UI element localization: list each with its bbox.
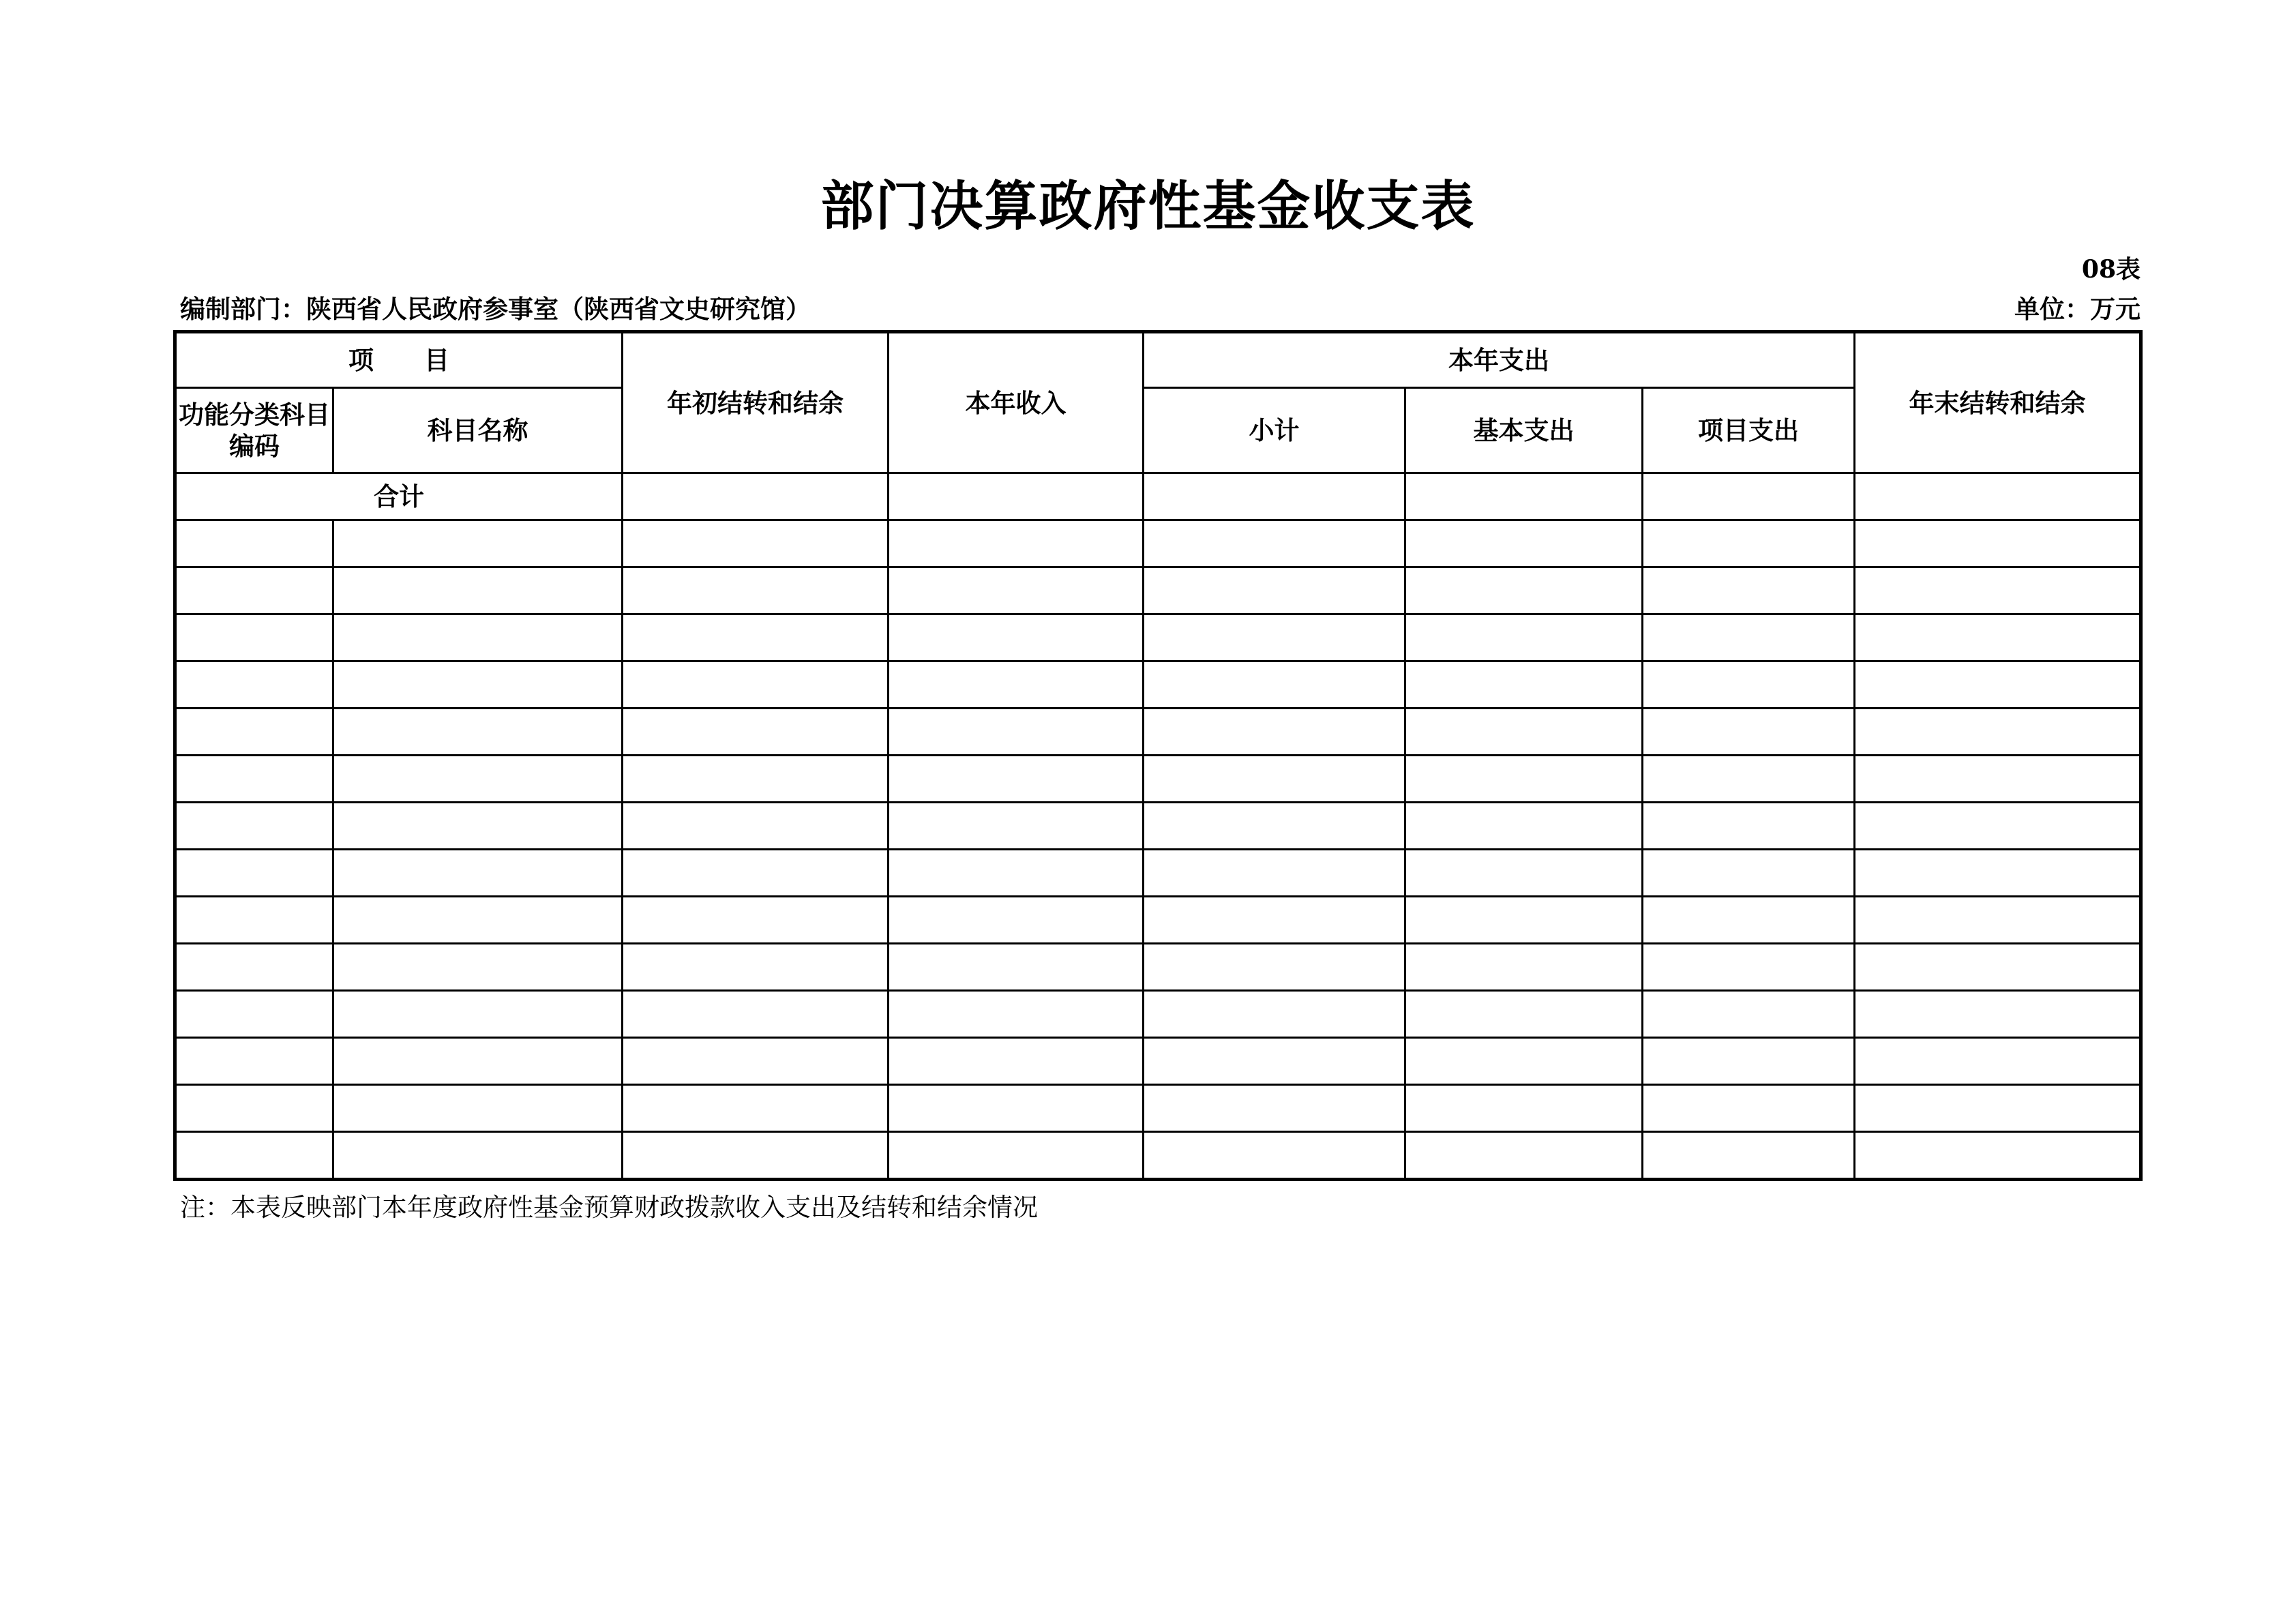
table-cell	[175, 756, 333, 803]
table-cell	[889, 1132, 1144, 1180]
table-cell	[175, 520, 333, 567]
table-cell	[1405, 520, 1643, 567]
table-cell	[333, 897, 623, 944]
table-cell	[333, 1085, 623, 1132]
header-income: 本年收入	[889, 332, 1144, 473]
header-expense: 本年支出	[1144, 332, 1855, 388]
table-row	[175, 1038, 2141, 1085]
table-cell	[1405, 850, 1643, 897]
table-cell	[1855, 803, 2141, 850]
table-cell	[1144, 614, 1405, 661]
table-row	[175, 756, 2141, 803]
table-cell	[1144, 850, 1405, 897]
header-item: 项 目	[175, 332, 623, 388]
table-cell	[333, 944, 623, 991]
header-end-balance: 年末结转和结余	[1855, 332, 2141, 473]
table-cell	[889, 661, 1144, 709]
table-cell	[175, 1132, 333, 1180]
footnote: 注：本表反映部门本年度政府性基金预算财政拨款收入支出及结转和结余情况	[180, 1193, 1038, 1222]
table-cell	[1643, 520, 1855, 567]
table-cell	[623, 567, 889, 614]
table-cell	[175, 850, 333, 897]
table-cell	[1643, 991, 1855, 1038]
table-cell	[1643, 756, 1855, 803]
table-cell	[1144, 944, 1405, 991]
table-cell	[889, 991, 1144, 1038]
table-cell	[333, 1038, 623, 1085]
table-cell	[889, 567, 1144, 614]
table-cell	[333, 803, 623, 850]
table-cell	[623, 1038, 889, 1085]
table-cell	[623, 803, 889, 850]
table-cell	[1405, 897, 1643, 944]
table-cell	[1144, 567, 1405, 614]
table-cell	[175, 897, 333, 944]
table-cell	[333, 709, 623, 756]
header-name: 科目名称	[333, 388, 623, 473]
table-cell	[889, 944, 1144, 991]
table-cell	[175, 1085, 333, 1132]
table-cell	[889, 709, 1144, 756]
table-cell	[889, 756, 1144, 803]
table-cell	[333, 661, 623, 709]
table-cell	[1144, 1132, 1405, 1180]
total-row	[175, 473, 2141, 520]
table-cell	[1144, 520, 1405, 567]
table-cell	[889, 1038, 1144, 1085]
table-cell	[333, 614, 623, 661]
total-cell	[1855, 473, 2141, 520]
table-cell	[175, 661, 333, 709]
table-row	[175, 520, 2141, 567]
table-row	[175, 567, 2141, 614]
table-cell	[175, 567, 333, 614]
department-label: 编制部门：陕西省人民政府参事室（陕西省文史研究馆）	[180, 294, 811, 324]
table-cell	[1855, 991, 2141, 1038]
table-cell	[333, 520, 623, 567]
table-cell	[1405, 944, 1643, 991]
table-cell	[1855, 614, 2141, 661]
table-cell	[1855, 520, 2141, 567]
table-cell	[623, 661, 889, 709]
table-cell	[1643, 567, 1855, 614]
table-cell	[1855, 944, 2141, 991]
table-cell	[1643, 897, 1855, 944]
total-cell	[889, 473, 1144, 520]
table-cell	[623, 944, 889, 991]
header-project: 项目支出	[1643, 388, 1855, 473]
total-cell	[1405, 473, 1643, 520]
table-cell	[1643, 1085, 1855, 1132]
table-cell	[1405, 614, 1643, 661]
form-number: 08表	[2081, 255, 2141, 284]
table-row	[175, 661, 2141, 709]
table-cell	[175, 944, 333, 991]
table-cell	[1144, 1038, 1405, 1085]
table-cell	[1405, 567, 1643, 614]
table-cell	[1855, 661, 2141, 709]
table-cell	[1405, 1132, 1643, 1180]
table-cell	[333, 1132, 623, 1180]
table-cell	[1855, 756, 2141, 803]
table-row	[175, 1085, 2141, 1132]
table-cell	[1855, 850, 2141, 897]
total-label: 合计	[175, 473, 623, 520]
table-cell	[1144, 991, 1405, 1038]
table-cell	[889, 850, 1144, 897]
table-row	[175, 850, 2141, 897]
table-cell	[1144, 756, 1405, 803]
table-cell	[1405, 661, 1643, 709]
table-cell	[1405, 803, 1643, 850]
table-cell	[1643, 661, 1855, 709]
table-cell	[175, 709, 333, 756]
table-cell	[623, 850, 889, 897]
table-cell	[1405, 756, 1643, 803]
fund-table	[173, 330, 2143, 1181]
page-title: 部门决算政府性基金收支表	[820, 175, 1476, 237]
table-cell	[889, 520, 1144, 567]
table-cell	[175, 991, 333, 1038]
total-cell	[623, 473, 889, 520]
table-cell	[623, 1132, 889, 1180]
table-row	[175, 709, 2141, 756]
table-cell	[175, 1038, 333, 1085]
unit-label: 单位：万元	[2014, 294, 2141, 324]
table-cell	[1643, 803, 1855, 850]
table-cell	[333, 991, 623, 1038]
table-cell	[623, 614, 889, 661]
table-row	[175, 803, 2141, 850]
table-cell	[1405, 991, 1643, 1038]
table-row	[175, 897, 2141, 944]
table-cell	[1405, 1038, 1643, 1085]
table-cell	[175, 614, 333, 661]
table-cell	[175, 803, 333, 850]
table-cell	[1405, 1085, 1643, 1132]
table-cell	[1144, 897, 1405, 944]
table-cell	[889, 803, 1144, 850]
table-cell	[1855, 567, 2141, 614]
total-cell	[1144, 473, 1405, 520]
table-row	[175, 944, 2141, 991]
table-cell	[1643, 1038, 1855, 1085]
table-cell	[1144, 1085, 1405, 1132]
table-cell	[623, 756, 889, 803]
header-begin-balance: 年初结转和结余	[623, 332, 889, 473]
table-cell	[623, 1085, 889, 1132]
table-cell	[1144, 803, 1405, 850]
table-cell	[333, 756, 623, 803]
table-cell	[1643, 850, 1855, 897]
table-cell	[889, 897, 1144, 944]
table-cell	[623, 991, 889, 1038]
table-cell	[1855, 1038, 2141, 1085]
table-cell	[1405, 709, 1643, 756]
table-cell	[1144, 709, 1405, 756]
header-basic: 基本支出	[1405, 388, 1643, 473]
table-cell	[1643, 614, 1855, 661]
table-cell	[623, 520, 889, 567]
header-subtotal: 小计	[1144, 388, 1405, 473]
table-row	[175, 1132, 2141, 1180]
table-cell	[1855, 709, 2141, 756]
table-cell	[333, 850, 623, 897]
table-cell	[623, 709, 889, 756]
table-cell	[1855, 1085, 2141, 1132]
table-row	[175, 614, 2141, 661]
table-cell	[623, 897, 889, 944]
table-cell	[1643, 1132, 1855, 1180]
table-cell	[1643, 944, 1855, 991]
table-cell	[1144, 661, 1405, 709]
header-code: 功能分类科目编码	[175, 388, 333, 473]
table-cell	[889, 1085, 1144, 1132]
table-cell	[1855, 897, 2141, 944]
table-row	[175, 991, 2141, 1038]
table-cell	[1855, 1132, 2141, 1180]
total-cell	[1643, 473, 1855, 520]
table-cell	[889, 614, 1144, 661]
table-cell	[333, 567, 623, 614]
table-cell	[1643, 709, 1855, 756]
